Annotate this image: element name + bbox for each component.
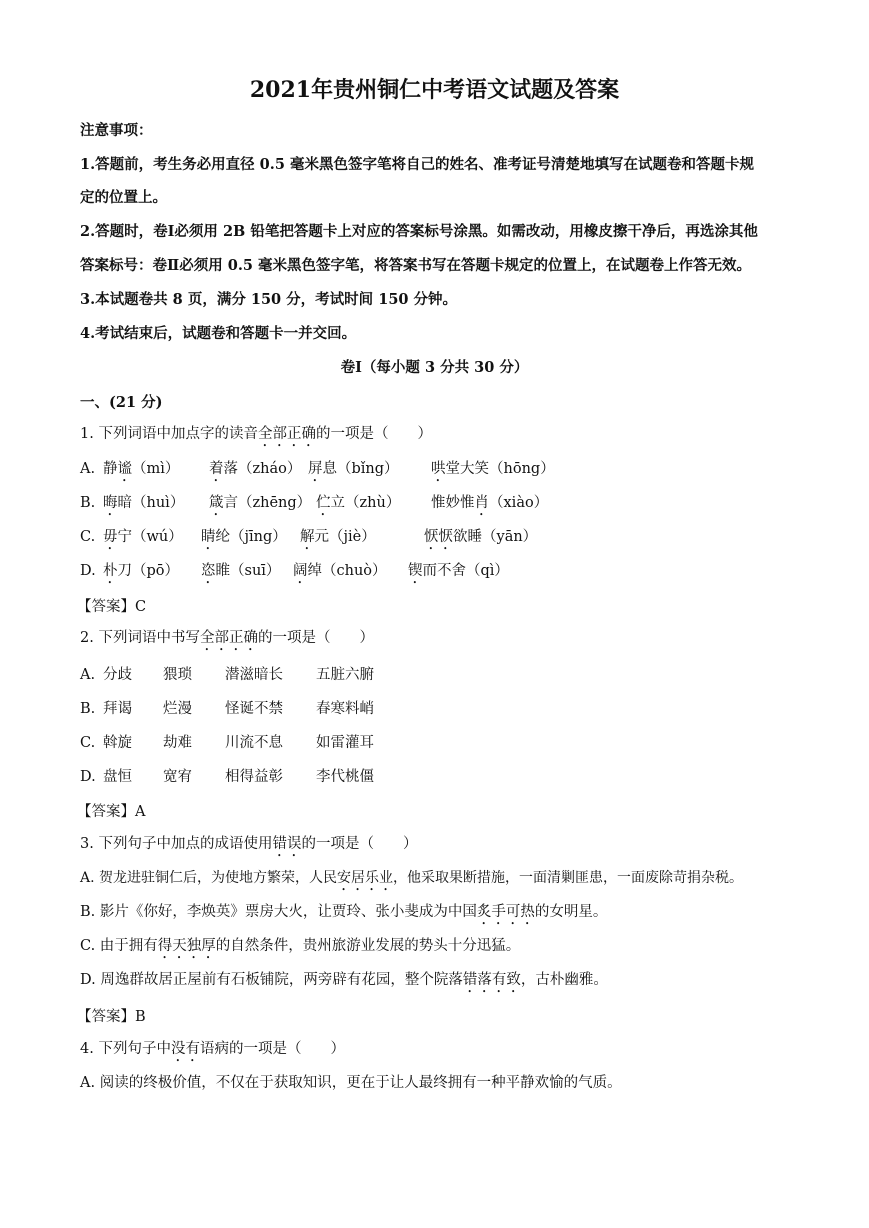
q2-stem: 2. 下列词语中书写全部正确的一项是（ ） [80,630,374,646]
notes-line-1: 1.答题前，考生务必用直径 0.5 毫米黑色签字笔将自己的姓名、准考证号清楚地填写在试题卷和答题卡规 [80,156,754,173]
notes-line-2: 定的位置上。 [80,189,167,206]
q3-option-c: C. 由于拥有得天独厚的自然条件，贵州旅游业发展的势头十分迅猛。 [80,938,521,954]
q1-answer: 【答案】C [77,599,147,615]
q4-option-a: A. 阅读的终极价值，不仅在于获取知识，更在于让人最终拥有一种平静欢愉的气质。 [80,1075,622,1091]
q3-option-a: A. 贺龙进驻铜仁后，为使地方繁荣，人民安居乐业，他采取果断措施，一面清剿匪患，一面废除苛捐杂税。 [80,870,744,886]
page-title: 2021年贵州铜仁中考语文试题及答案 [249,77,620,103]
q2-answer: 【答案】A [77,804,146,820]
q1-stem: 1. 下列词语中加点字的读音全部正确的一项是（ ） [80,426,432,442]
q3-option-d: D. 周逸群故居正屋前有石板铺院，两旁辟有花园，整个院落错落有致，古朴幽雅。 [80,972,608,988]
q4-stem: 4. 下列句子中没有语病的一项是（ ） [80,1041,345,1057]
notes-heading: 注意事项： [80,122,153,139]
notes-line-3: 2.答题时，卷Ⅰ必须用 2B 铅笔把答题卡上对应的答案标号涂黑。如需改动，用橡皮擦干净后，再选涂其他 [80,223,758,240]
part-heading: 一、(21 分) [80,394,163,411]
q3-stem: 3. 下列句子中加点的成语使用错误的一项是（ ） [80,836,418,852]
q3-option-b: B. 影片《你好，李焕英》票房大火，让贾玲、张小斐成为中国炙手可热的女明星。 [80,904,608,920]
section-title: 卷Ⅰ（每小题 3 分共 30 分） [340,359,529,376]
notes-line-5: 3.本试题卷共 8 页，满分 150 分，考试时间 150 分钟。 [80,291,458,308]
notes-line-4: 答案标号：卷Ⅱ必须用 0.5 毫米黑色签字笔，将答案书写在答题卡规定的位置上，在试题卷上作答无效。 [80,257,752,274]
q3-answer: 【答案】B [77,1009,146,1025]
notes-line-6: 4.考试结束后，试题卷和答题卡一并交回。 [80,325,357,342]
exam-page: 2021年贵州铜仁中考语文试题及答案 注意事项： 1.答题前，考生务必用直径 0.5 毫米黑色签字笔将自己的姓名、准考证号清楚地填写在试题卷和答题卡规 定的位置上。 2.答题时，卷Ⅰ必须用 2B 铅笔把答题卡上对应的答案标号涂黑。如需改动，用橡皮擦干净后，再选涂其他 答案标号：卷Ⅱ必须用 0.5 毫米黑色签字笔，将答案书写在答题卡规定的位置上，在试题卷上作答无效。 3.本试题卷共 8 页，满分 150 分，考试时间 150 分钟。 4.考试结束后，试题卷和答题卡一并交回。 卷Ⅰ（每小题 3 分共 30 分） 一、(21 分) 1. 下列词语中加点字的读音全部正确的一项是（ ） A. 静谧（mì） 着落（zháo） 屏息（bǐng） 哄堂大笑（hōng） B. 晦暗（huì） 箴言（zhēng） 伫立（zhù） 惟妙惟肖（xiào） C. 毋宁（wú） 睛纶（jīng） 解元（jiè） 恹恹欲睡（yān） D. 朴刀（pō） 恣睢（suī） 阔绰（chuò） 锲而不舍（qì） 【答案】C 2. 下列词语中书写全部正确的一项是（ ） A. 分歧 猥琐 潜滋暗长 五脏六腑 B. 拜谒 烂漫 怪诞不禁 春寒料峭 C. 斡旋 劫难 川流不息 如雷灌耳 D. 盘恒 宽宥 相得益彰 李代桃僵 【答案】A 3. 下列句子中加点的成语使用错误的一项是（ ） A. 贺龙进驻铜仁后，为使地方繁荣，人民安居乐业，他采取果断措施，一面清剿匪患，一面废除苛捐杂税。 B. 影片《你好，李焕英》票房大火，让贾玲、张小斐成为中国炙手可热的女明星。 C. 由于拥有得天独厚的自然条件，贵州旅游业发展的势头十分迅猛。 D. 周逸群故居正屋前有石板铺院，两旁辟有花园，整个院落错落有致，古朴幽雅。 【答案】B 4. 下列句子中没有语病的一项是（ ） A. 阅读的终极价值，不仅在于获取知识，更在于让人最终拥有一种平静欢愉的气质。 [0,0,869,1228]
